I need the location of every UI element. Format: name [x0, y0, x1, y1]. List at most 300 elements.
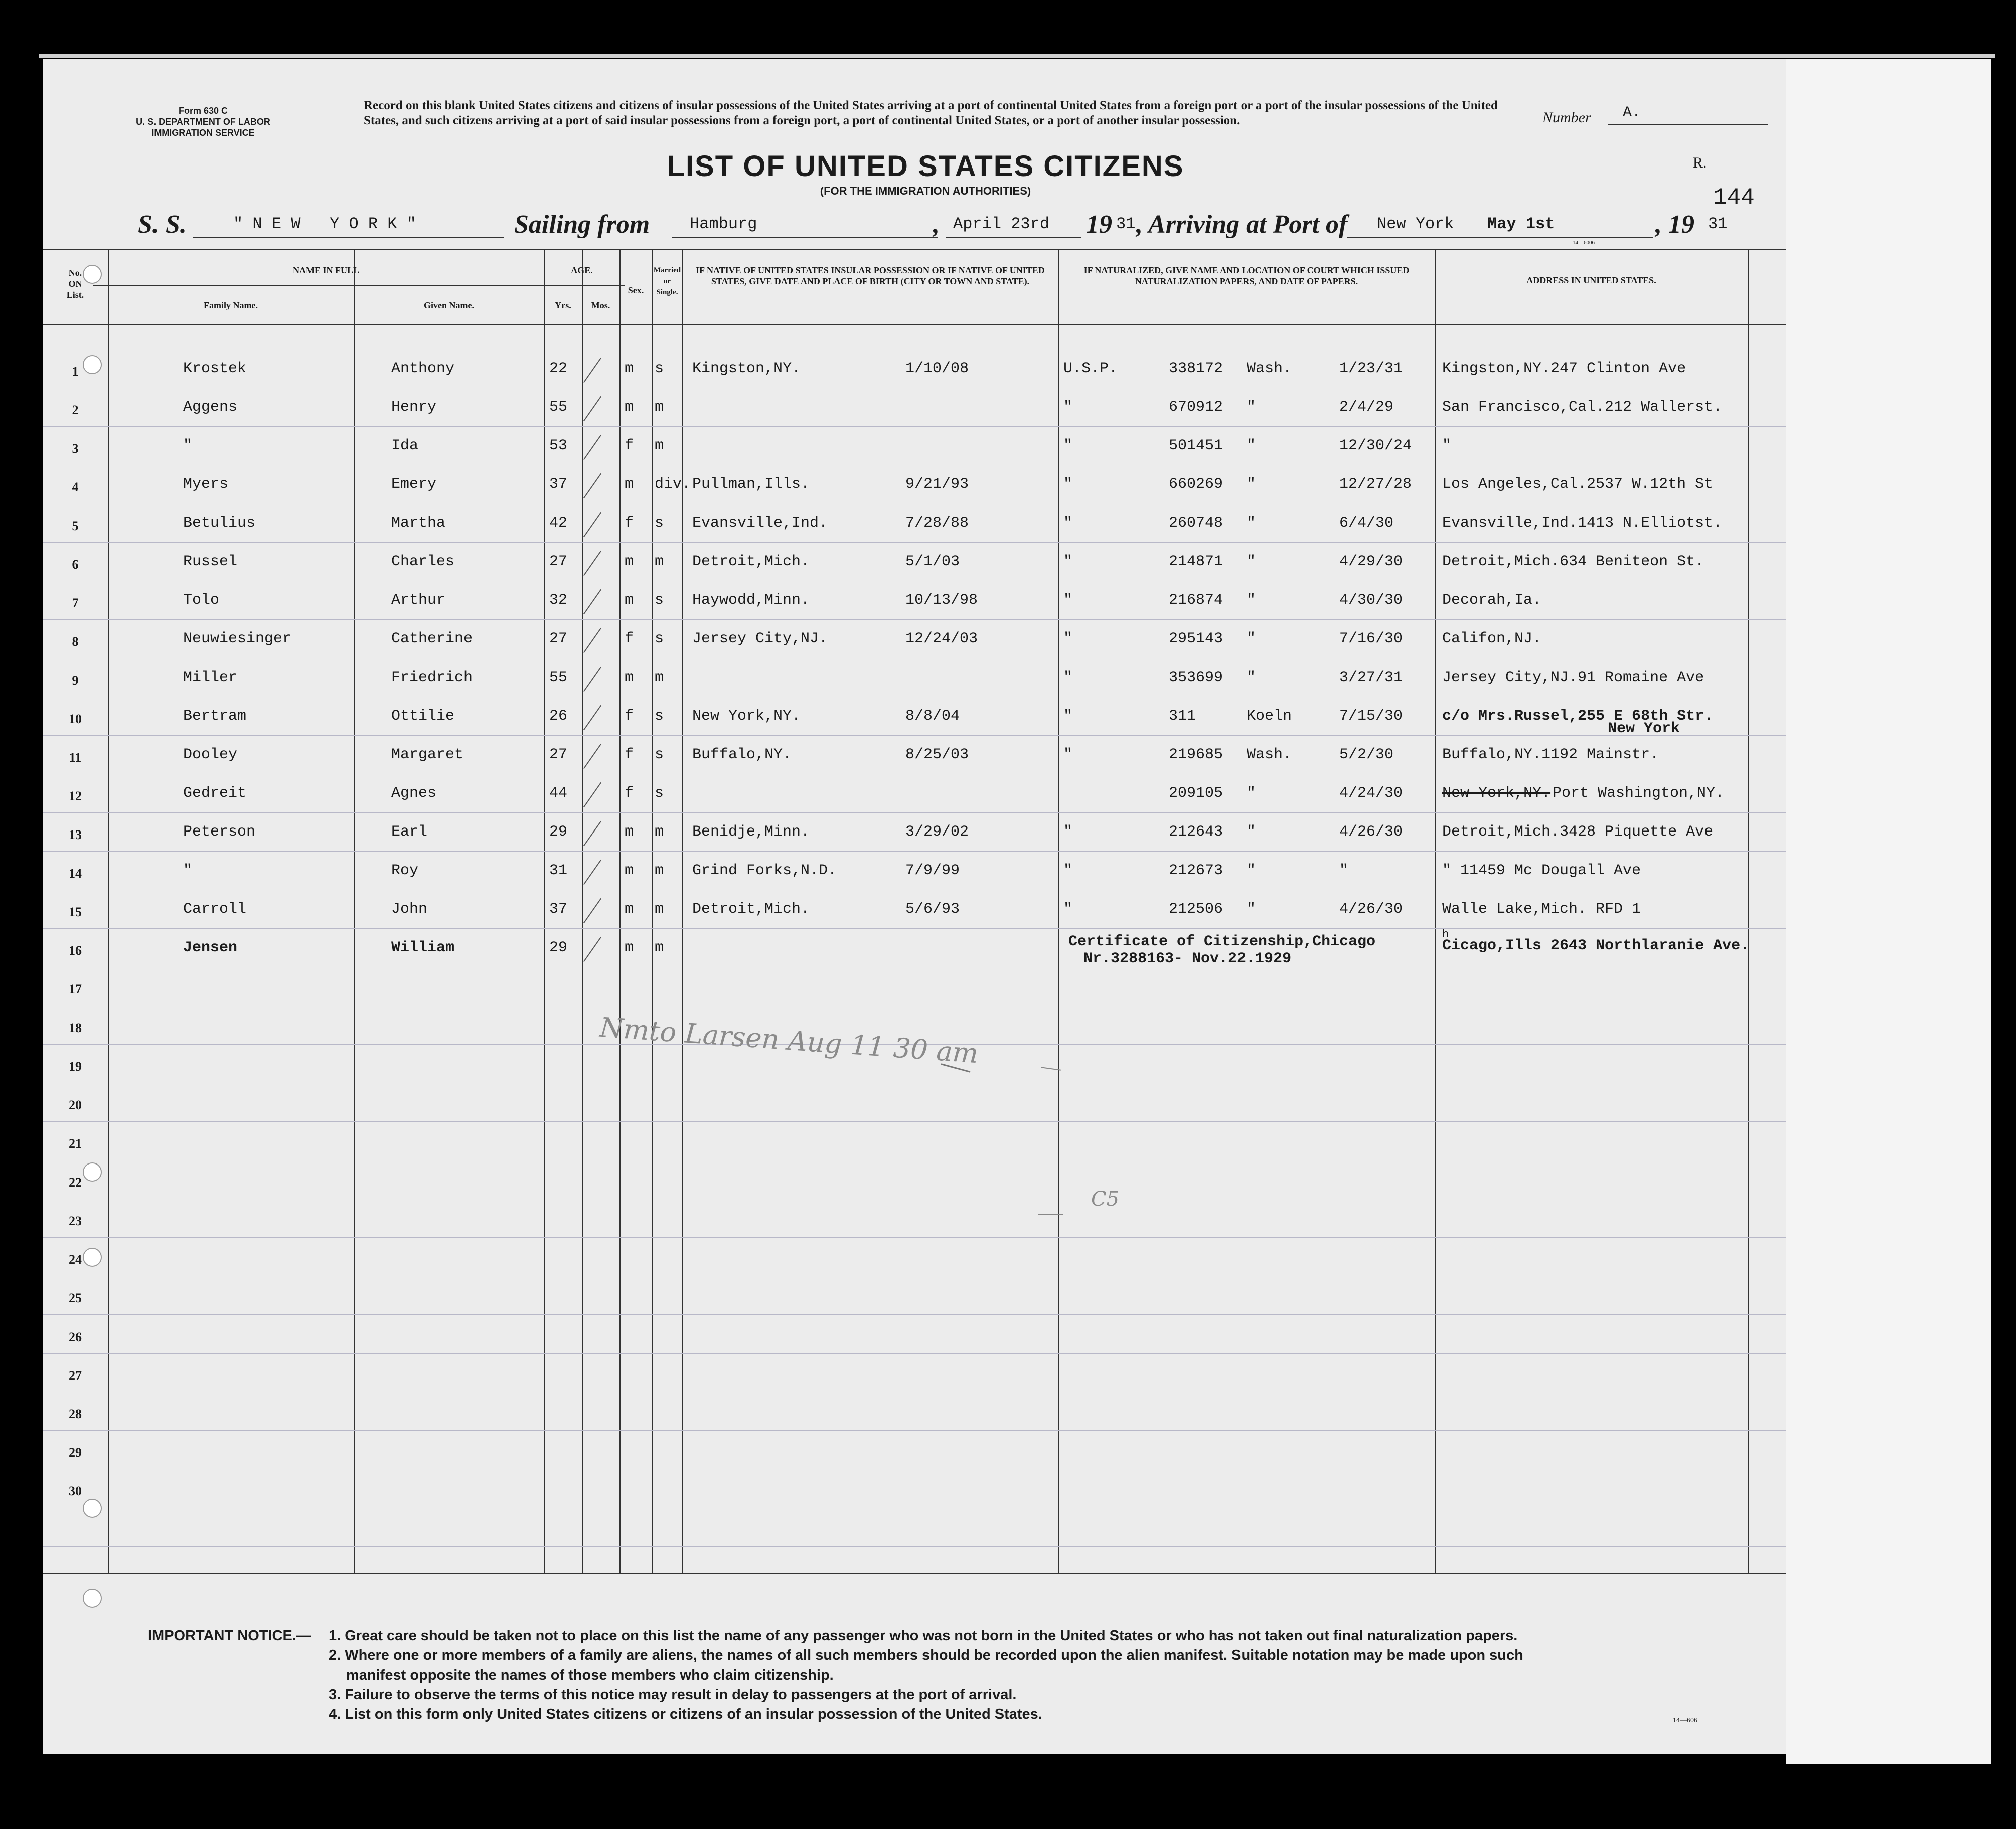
paper-number: 660269 — [1169, 476, 1223, 493]
birth-date: 7/28/88 — [905, 515, 969, 532]
inspector-signature: Nmto Larsen Aug 11 30 am — [598, 1011, 980, 1070]
birth-place: New York,NY. — [692, 708, 801, 725]
sex: m — [625, 553, 634, 570]
paper-number: 219685 — [1169, 746, 1223, 763]
row-number: 15 — [69, 905, 82, 919]
paper-date: 12/30/24 — [1339, 437, 1412, 454]
court-name: " — [1063, 630, 1073, 647]
age-years: 22 — [549, 360, 568, 377]
arriving-label: , Arriving at Port of — [1136, 210, 1348, 239]
paper-number: 670912 — [1169, 399, 1223, 416]
address: " — [1442, 437, 1452, 454]
age-years: 37 — [549, 901, 568, 918]
birth-place: Jersey City,NJ. — [692, 630, 828, 647]
row-number: 7 — [72, 596, 79, 610]
tally-mark — [583, 628, 601, 653]
court-location: Wash. — [1247, 746, 1292, 763]
address: San Francisco,Cal.212 Wallerst. — [1442, 399, 1723, 416]
paper-date: 4/30/30 — [1339, 592, 1403, 609]
address: Kingston,NY.247 Clinton Ave — [1442, 360, 1686, 377]
form-sheet — [43, 59, 1786, 1754]
paper-date: 2/4/29 — [1339, 399, 1394, 416]
empty-row-number: 25 — [69, 1291, 82, 1305]
page-edge — [39, 54, 1995, 58]
ruled-line — [43, 1121, 1786, 1122]
birth-date: 9/21/93 — [905, 476, 969, 493]
marital-status: m — [655, 939, 664, 956]
tally-mark — [583, 821, 601, 846]
given-name: Catherine — [391, 630, 473, 647]
number-label: Number — [1542, 109, 1591, 126]
family-name: Jensen — [183, 939, 238, 956]
sex: f — [625, 746, 634, 763]
sailing-underline — [672, 237, 938, 238]
age-years: 31 — [549, 862, 568, 879]
sex: m — [625, 669, 634, 686]
row-number: 2 — [72, 403, 79, 417]
col-divider-address — [1748, 249, 1749, 1573]
family-name: Myers — [183, 476, 229, 493]
paper-number: 212643 — [1169, 823, 1223, 841]
family-name: Gedreit — [183, 785, 247, 802]
punch-hole — [83, 1162, 102, 1182]
paper-number: 212506 — [1169, 901, 1223, 918]
sex: m — [625, 939, 634, 956]
comma: , — [933, 210, 940, 239]
col-header-yrs: Yrs. — [555, 300, 571, 310]
address: Evansville,Ind.1413 N.Elliotst. — [1442, 515, 1723, 532]
sex: m — [625, 399, 634, 416]
family-name: Miller — [183, 669, 238, 686]
arrival-date: May 1st — [1487, 215, 1555, 233]
age-subheader-rule — [544, 285, 625, 286]
marital-status: s — [655, 785, 664, 802]
row-number: 6 — [72, 557, 79, 572]
notice-item-4: 4. List on this form only United States citizens or citizens of an insular possession of the United States. — [329, 1706, 1042, 1722]
page-number: 144 — [1713, 185, 1755, 211]
court-location: " — [1247, 476, 1256, 493]
empty-row-number: 19 — [69, 1059, 82, 1074]
court-name: " — [1063, 553, 1073, 570]
ruled-line — [43, 1314, 1786, 1315]
ruled-line — [43, 735, 1786, 736]
given-name: Ottilie — [391, 708, 455, 725]
sailing-date: April 23rd — [953, 215, 1050, 233]
court-location: " — [1247, 399, 1256, 416]
pen-mark-2 — [1041, 1067, 1061, 1071]
address: " 11459 Mc Dougall Ave — [1442, 862, 1641, 879]
birth-date: 3/29/02 — [905, 823, 969, 841]
col-divider-mos — [619, 249, 621, 1573]
given-name: Charles — [391, 553, 455, 570]
empty-row-number: 28 — [69, 1407, 82, 1421]
address: Buffalo,NY.1192 Mainstr. — [1442, 746, 1659, 763]
address: Detroit,Mich.634 Beniteon St. — [1442, 553, 1704, 570]
sex: m — [625, 862, 634, 879]
empty-row-number: 23 — [69, 1214, 82, 1228]
court-location: " — [1247, 823, 1256, 841]
family-name: Tolo — [183, 592, 220, 609]
family-name: Carroll — [183, 901, 247, 918]
col-divider-yrs — [582, 249, 583, 1573]
ruled-line — [43, 812, 1786, 813]
punch-hole — [83, 1248, 102, 1267]
header-bottom-border — [43, 324, 1786, 325]
age-years: 29 — [549, 823, 568, 841]
age-years: 26 — [549, 708, 568, 725]
family-name: " — [183, 862, 193, 879]
sex: f — [625, 437, 634, 454]
ruled-line — [43, 1237, 1786, 1238]
arrival-port: New York — [1377, 215, 1454, 233]
given-name: Emery — [391, 476, 437, 493]
paper-number: 353699 — [1169, 669, 1223, 686]
col-header-name: NAME IN FULL — [292, 265, 359, 275]
paper-number: 212673 — [1169, 862, 1223, 879]
birth-place: Detroit,Mich. — [692, 901, 810, 918]
court-name: " — [1063, 515, 1073, 532]
birth-date: 10/13/98 — [905, 592, 978, 609]
court-name: " — [1063, 592, 1073, 609]
paper-number: 216874 — [1169, 592, 1223, 609]
col-header-birth: IF NATIVE OF UNITED STATES INSULAR POSSESSION OR IF NATIVE OF UNITED STATES, GIVE DATE AND PLACE OF BIRTH (CITY OR TOWN AND STATE). — [696, 265, 1045, 286]
family-name: Bertram — [183, 708, 247, 725]
ruled-line — [43, 619, 1786, 620]
court-location: Wash. — [1247, 360, 1292, 377]
court-name: " — [1063, 708, 1073, 725]
struck-address: New-York,NY. — [1442, 785, 1551, 802]
tally-mark — [583, 782, 601, 807]
given-name: Earl — [391, 823, 428, 841]
row-number: 5 — [72, 519, 79, 533]
court-name: " — [1063, 823, 1073, 841]
paper-date: 1/23/31 — [1339, 360, 1403, 377]
date-underline — [946, 237, 1081, 238]
col-header-age: AGE. — [571, 265, 593, 275]
marital-status: s — [655, 630, 664, 647]
paper-date: 4/24/30 — [1339, 785, 1403, 802]
birth-date: 5/1/03 — [905, 553, 960, 570]
court-location: " — [1247, 862, 1256, 879]
address: Los Angeles,Cal.2537 W.12th St — [1442, 476, 1714, 493]
marital-status: m — [655, 553, 664, 570]
col-divider-family — [354, 249, 355, 1573]
birth-place: Detroit,Mich. — [692, 553, 810, 570]
marital-status: m — [655, 823, 664, 841]
paper-date: 12/27/28 — [1339, 476, 1412, 493]
port-underline — [1347, 237, 1653, 238]
birth-date: 7/9/99 — [905, 862, 960, 879]
paper-number: 214871 — [1169, 553, 1223, 570]
birth-place: Benidje,Minn. — [692, 823, 810, 841]
col-header-no: No. ON List. — [66, 268, 84, 300]
tally-mark — [583, 396, 601, 421]
col-divider-given — [544, 249, 545, 1573]
court-location: " — [1247, 515, 1256, 532]
given-name: Anthony — [391, 360, 455, 377]
tally-mark — [583, 898, 601, 923]
col-header-family: Family Name. — [204, 300, 258, 310]
paper-number: 209105 — [1169, 785, 1223, 802]
col-divider-sex — [652, 249, 653, 1573]
paper-number: 311 — [1169, 708, 1196, 725]
sailing-label: Sailing from — [514, 210, 650, 239]
tally-mark — [583, 435, 601, 460]
paper-date: 5/2/30 — [1339, 746, 1394, 763]
marital-status: m — [655, 862, 664, 879]
sex: f — [625, 785, 634, 802]
court-location: " — [1247, 592, 1256, 609]
given-name: Henry — [391, 399, 437, 416]
birth-place: Grind Forks,N.D. — [692, 862, 837, 879]
col-divider-no — [108, 249, 109, 1573]
sailing-year: 31 — [1116, 215, 1136, 233]
notice-item-2: 2. Where one or more members of a family are aliens, the names of all such members should be recorded upon the alien manifest. Suitable notation may be made upon such — [329, 1647, 1523, 1664]
court-name: " — [1063, 399, 1073, 416]
table-bottom-border — [43, 1573, 1786, 1574]
tally-mark — [583, 860, 601, 885]
tally-mark — [583, 937, 601, 962]
name-subheader-rule — [93, 285, 574, 286]
birth-place: Buffalo,NY. — [692, 746, 792, 763]
paper-number: 501451 — [1169, 437, 1223, 454]
age-years: 37 — [549, 476, 568, 493]
empty-row-number: 24 — [69, 1252, 82, 1267]
empty-row-number: 29 — [69, 1445, 82, 1460]
birth-place: Pullman,Ills. — [692, 476, 810, 493]
number-underline — [1608, 124, 1768, 125]
sex: f — [625, 708, 634, 725]
family-name: Aggens — [183, 399, 238, 416]
age-years: 32 — [549, 592, 568, 609]
tally-mark — [583, 512, 601, 537]
age-years: 27 — [549, 630, 568, 647]
birth-place: Kingston,NY. — [692, 360, 801, 377]
notice-item-3: 3. Failure to observe the terms of this notice may result in delay to passengers at the port of arrival. — [329, 1687, 1017, 1703]
birth-date: 5/6/93 — [905, 901, 960, 918]
notice-item-2-cont: manifest opposite the names of those members who claim citizenship. — [346, 1667, 834, 1683]
notice-heading: IMPORTANT NOTICE.— — [148, 1628, 311, 1644]
sex: f — [625, 515, 634, 532]
punch-hole — [83, 265, 102, 284]
row-number: 11 — [69, 750, 82, 765]
marital-status: s — [655, 746, 664, 763]
marital-status: m — [655, 437, 664, 454]
court-name: " — [1063, 746, 1073, 763]
col-header-naturalized: IF NATURALIZED, GIVE NAME AND LOCATION OF COURT WHICH ISSUED NATURALIZATION PAPERS, AND DATE OF PAPERS. — [1083, 265, 1410, 286]
address-insertion: h — [1442, 928, 1449, 941]
paper-number: 295143 — [1169, 630, 1223, 647]
arrival-year-prefix: , 19 — [1655, 210, 1694, 239]
court-location: " — [1247, 630, 1256, 647]
court-location: Koeln — [1247, 708, 1292, 725]
birth-date: 8/25/03 — [905, 746, 969, 763]
age-years: 53 — [549, 437, 568, 454]
given-name: Ida — [391, 437, 419, 454]
empty-row-number: 27 — [69, 1368, 82, 1383]
punch-hole — [83, 355, 102, 374]
tally-mark — [583, 358, 601, 383]
col-divider-birth — [1058, 249, 1059, 1573]
ruled-line — [43, 1353, 1786, 1354]
form-id: Form 630 C U. S. DEPARTMENT OF LABOR IMMIGRATION SERVICE — [136, 106, 270, 138]
ship-name: " N E W Y O R K " — [233, 215, 416, 233]
address: Detroit,Mich.3428 Piquette Ave — [1442, 823, 1714, 841]
col-header-mos: Mos. — [591, 300, 610, 310]
address: Cicago,Ills 2643 Northlaranie Ave. — [1442, 937, 1750, 954]
ss-label: S. S. — [138, 210, 187, 239]
given-name: Roy — [391, 862, 419, 879]
tally-mark — [583, 705, 601, 730]
empty-row-number: 30 — [69, 1484, 82, 1499]
tally-mark — [583, 667, 601, 692]
birth-place: Evansville,Ind. — [692, 515, 828, 532]
handwritten-note: C5 — [1091, 1188, 1120, 1211]
court-location: " — [1247, 669, 1256, 686]
ruled-line — [43, 1546, 1786, 1547]
age-years: 55 — [549, 669, 568, 686]
paper-number: 260748 — [1169, 515, 1223, 532]
sailing-from: Hamburg — [690, 215, 757, 233]
family-name: " — [183, 437, 193, 454]
certificate-line-1: Certificate of Citizenship,Chicago — [1068, 933, 1376, 950]
court-name: " — [1063, 437, 1073, 454]
pen-mark-3 — [1038, 1214, 1063, 1215]
age-years: 55 — [549, 399, 568, 416]
empty-row-number: 17 — [69, 982, 82, 996]
tally-mark — [583, 744, 601, 769]
sex: f — [625, 630, 634, 647]
empty-row-number: 26 — [69, 1329, 82, 1344]
empty-row-number: 21 — [69, 1136, 82, 1151]
court-name: U.S.P. — [1063, 360, 1118, 377]
marital-status: m — [655, 399, 664, 416]
marital-status: s — [655, 515, 664, 532]
r-mark: R. — [1693, 154, 1707, 171]
sex: m — [625, 901, 634, 918]
col-divider-nat — [1435, 249, 1436, 1573]
given-name: Martha — [391, 515, 446, 532]
age-years: 42 — [549, 515, 568, 532]
row-number: 10 — [69, 712, 82, 726]
address: Jersey City,NJ.91 Romaine Ave — [1442, 669, 1704, 686]
family-name: Krostek — [183, 360, 247, 377]
address-line-2: New York — [1608, 720, 1680, 737]
page-margin-strip — [1786, 59, 1991, 1764]
punch-hole — [83, 1499, 102, 1518]
row-number: 13 — [69, 827, 82, 842]
row-number: 3 — [72, 441, 79, 456]
court-name: " — [1063, 476, 1073, 493]
age-years: 27 — [549, 746, 568, 763]
col-header-married: Married or Single. — [653, 266, 681, 296]
marital-status: m — [655, 901, 664, 918]
arrival-year: 31 — [1708, 215, 1728, 233]
col-header-address: ADDRESS IN UNITED STATES. — [1526, 275, 1656, 285]
given-name: Agnes — [391, 785, 437, 802]
tally-mark — [583, 473, 601, 498]
marital-status: s — [655, 592, 664, 609]
paper-date: 4/26/30 — [1339, 901, 1403, 918]
row-number: 9 — [72, 673, 79, 688]
ship-underline — [193, 237, 504, 238]
given-name: Friedrich — [391, 669, 473, 686]
address: Walle Lake,Mich. RFD 1 — [1442, 901, 1641, 918]
family-name: Neuwiesinger — [183, 630, 292, 647]
punch-hole — [83, 1589, 102, 1608]
row-number: 8 — [72, 634, 79, 649]
paper-date: " — [1339, 862, 1349, 879]
birth-date: 1/10/08 — [905, 360, 969, 377]
age-years: 27 — [549, 553, 568, 570]
empty-row-number: 22 — [69, 1175, 82, 1190]
marital-status: s — [655, 360, 664, 377]
birth-date: 8/8/04 — [905, 708, 960, 725]
table-top-border — [43, 249, 1786, 250]
court-location: " — [1247, 437, 1256, 454]
notice-item-1: 1. Great care should be taken not to place on this list the name of any passenger who was not born in the United States or who has not taken out final naturalization papers. — [329, 1628, 1518, 1644]
address: c/o Mrs.Russel,255 E 68th Str. — [1442, 708, 1714, 725]
row-number: 14 — [69, 866, 82, 881]
paper-date: 7/15/30 — [1339, 708, 1403, 725]
paper-date: 3/27/31 — [1339, 669, 1403, 686]
given-name: William — [391, 939, 455, 956]
ruled-line — [43, 542, 1786, 543]
footer-code: 14—606 — [1673, 1717, 1697, 1724]
tally-mark — [583, 589, 601, 614]
court-location: " — [1247, 901, 1256, 918]
family-name: Russel — [183, 553, 238, 570]
address: Port Washington,NY. — [1553, 785, 1725, 802]
print-code: 14—6006 — [1573, 240, 1595, 246]
paper-date: 7/16/30 — [1339, 630, 1403, 647]
sex: m — [625, 476, 634, 493]
ruled-line — [43, 426, 1786, 427]
sex: m — [625, 823, 634, 841]
sex: m — [625, 592, 634, 609]
tally-mark — [583, 551, 601, 576]
court-name: " — [1063, 862, 1073, 879]
family-name: Peterson — [183, 823, 256, 841]
birth-date: 12/24/03 — [905, 630, 978, 647]
form-title: LIST OF UNITED STATES CITIZENS — [667, 150, 1184, 183]
given-name: Arthur — [391, 592, 446, 609]
col-divider-ms — [682, 249, 683, 1573]
row-number: 4 — [72, 480, 79, 494]
sex: m — [625, 360, 634, 377]
marital-status: m — [655, 669, 664, 686]
row-number: 16 — [69, 943, 82, 958]
paper-date: 4/26/30 — [1339, 823, 1403, 841]
ruled-line — [43, 851, 1786, 852]
court-location: " — [1247, 785, 1256, 802]
paper-number: 338172 — [1169, 360, 1223, 377]
marital-status: div. — [655, 476, 691, 493]
col-header-sex: Sex. — [628, 285, 644, 295]
family-name: Dooley — [183, 746, 238, 763]
empty-row-number: 18 — [69, 1021, 82, 1035]
marital-status: s — [655, 708, 664, 725]
year-prefix: 19 — [1086, 210, 1112, 239]
number-value: A. — [1623, 104, 1641, 121]
certificate-line-2: Nr.3288163- Nov.22.1929 — [1083, 950, 1292, 967]
address: Califon,NJ. — [1442, 630, 1542, 647]
row-number: 12 — [69, 789, 82, 803]
family-name: Betulius — [183, 515, 256, 532]
court-name: " — [1063, 669, 1073, 686]
address: Decorah,Ia. — [1442, 592, 1542, 609]
given-name: Margaret — [391, 746, 464, 763]
